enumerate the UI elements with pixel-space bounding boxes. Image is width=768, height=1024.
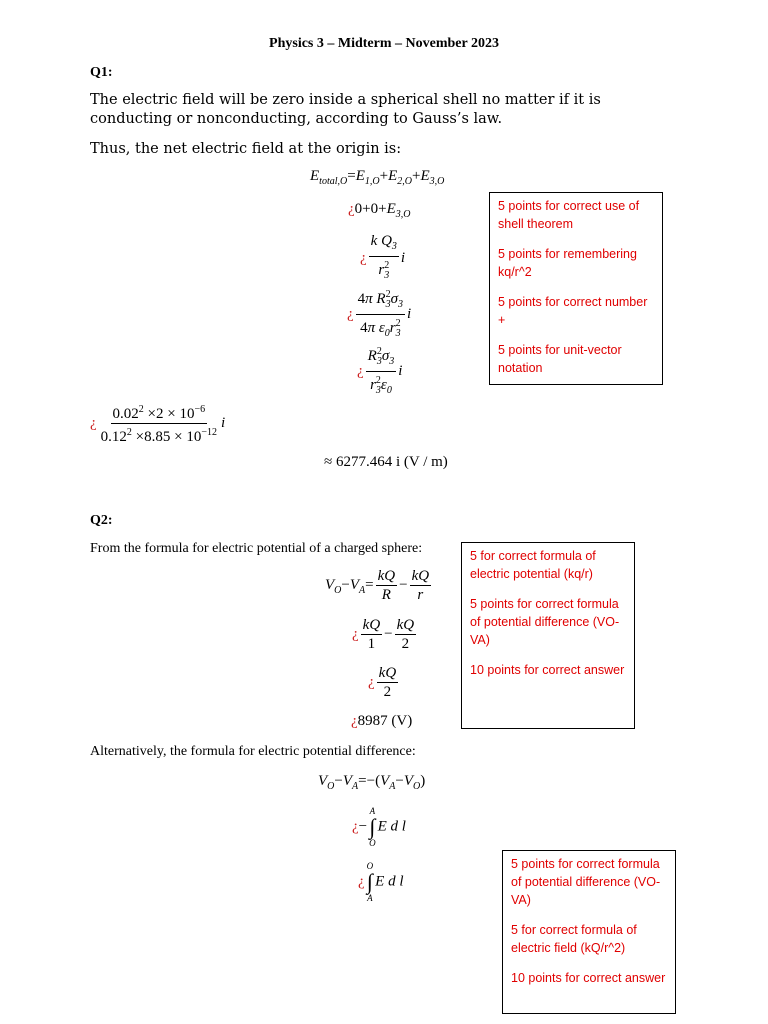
q2-rubric-item: 5 points for correct formula of potential difference (VO-VA) [511, 857, 661, 907]
q2-rubric-item: 5 for correct formula of electric field (kQ/r^2) [511, 923, 637, 955]
q2-equation-potential: $V_O-V_A=$ $\frac{kQ}{R}$ − $\frac{kQ}{r}$ [325, 568, 430, 603]
q2-alternative-intro: Alternatively, the formula for electric potential difference: [90, 744, 416, 759]
q1-rubric-box [489, 192, 663, 385]
q1-equation-total-field: $E_{total,O}=E_{1,O}+E_{2,O}+E_{3,O}$ [310, 168, 445, 187]
q2-result: ¿8987 (V) [351, 713, 413, 729]
q2-rubric-item: 10 points for correct answer [470, 663, 625, 677]
q2-rubric-item: 10 points for correct answer [511, 971, 666, 985]
q1-rubric-item: 5 points for unit-vector notation [498, 343, 622, 375]
q1-equation-step-sigma: ¿ $\frac{4\pi R^2_3\sigma_3}{4\pi \varepsilon_0r^2_3}$ i [347, 289, 412, 339]
q2-rubric-item: 5 for correct formula of electric potential (kq/r) [470, 549, 596, 581]
q2-equation-step-half: ¿ $\frac{kQ}{2}$ [368, 665, 397, 700]
q1-paragraph-gauss: The electric field will be zero inside a spherical shell no matter if it is conducting or nonconducting, according to Gauss’s law. [90, 92, 601, 127]
q2-intro: From the formula for electric potential of a charged sphere: [90, 541, 423, 556]
q1-equation-step-simplified: ¿ $\frac{R^2_3\sigma_3}{r^2_3\varepsilon_0}$ i [357, 346, 403, 396]
q1-rubric-item: 5 points for remembering kq/r^2 [498, 247, 637, 279]
q1-heading: Q1: [90, 65, 113, 80]
q1-equation-step-coulomb: ¿ $\frac{k Q_3}{r^2_3}$ i [360, 233, 406, 281]
q1-equation-step-numbers: ¿ $\frac{0.02^2 \times 2 \times 10^{-6}}{0.12^2 \times 8.85 \times 10^{-12}}$ i [90, 404, 226, 445]
q2-equation-step-substitute: ¿ $\frac{kQ}{1}$ − $\frac{kQ}{2}$ [352, 617, 415, 652]
q2-rubric-box-integral [502, 850, 676, 1014]
q1-rubric-item: 5 points for correct use of shell theorem [498, 199, 640, 231]
q2-rubric-box-potential [461, 542, 635, 729]
q2-equation-integral-oa: ¿− A ∫ O E d l [352, 806, 406, 848]
q1-equation-step-sum: ¿$0+0+E_{3,O}$ [348, 201, 411, 220]
q1-paragraph-net-field: Thus, the net electric field at the origin is: [90, 141, 402, 157]
q2-equation-difference: $V_O-V_A=-(V_A-V_O)$ [318, 773, 426, 792]
q2-equation-integral-ao: ¿ O ∫ A E d l [358, 861, 404, 903]
q2-result-value: 8987 [357, 713, 388, 729]
q2-result-unit: (V) [391, 713, 413, 729]
q1-rubric-item: 5 points for correct number + [498, 295, 648, 327]
q1-result: ≈ 6277.464 i (V / m) [324, 454, 448, 470]
q2-heading: Q2: [90, 513, 113, 528]
q2-rubric-item: 5 points for correct formula of potential difference (VO-VA) [470, 597, 620, 647]
page-title: Physics 3 – Midterm – November 2023 [269, 36, 499, 51]
